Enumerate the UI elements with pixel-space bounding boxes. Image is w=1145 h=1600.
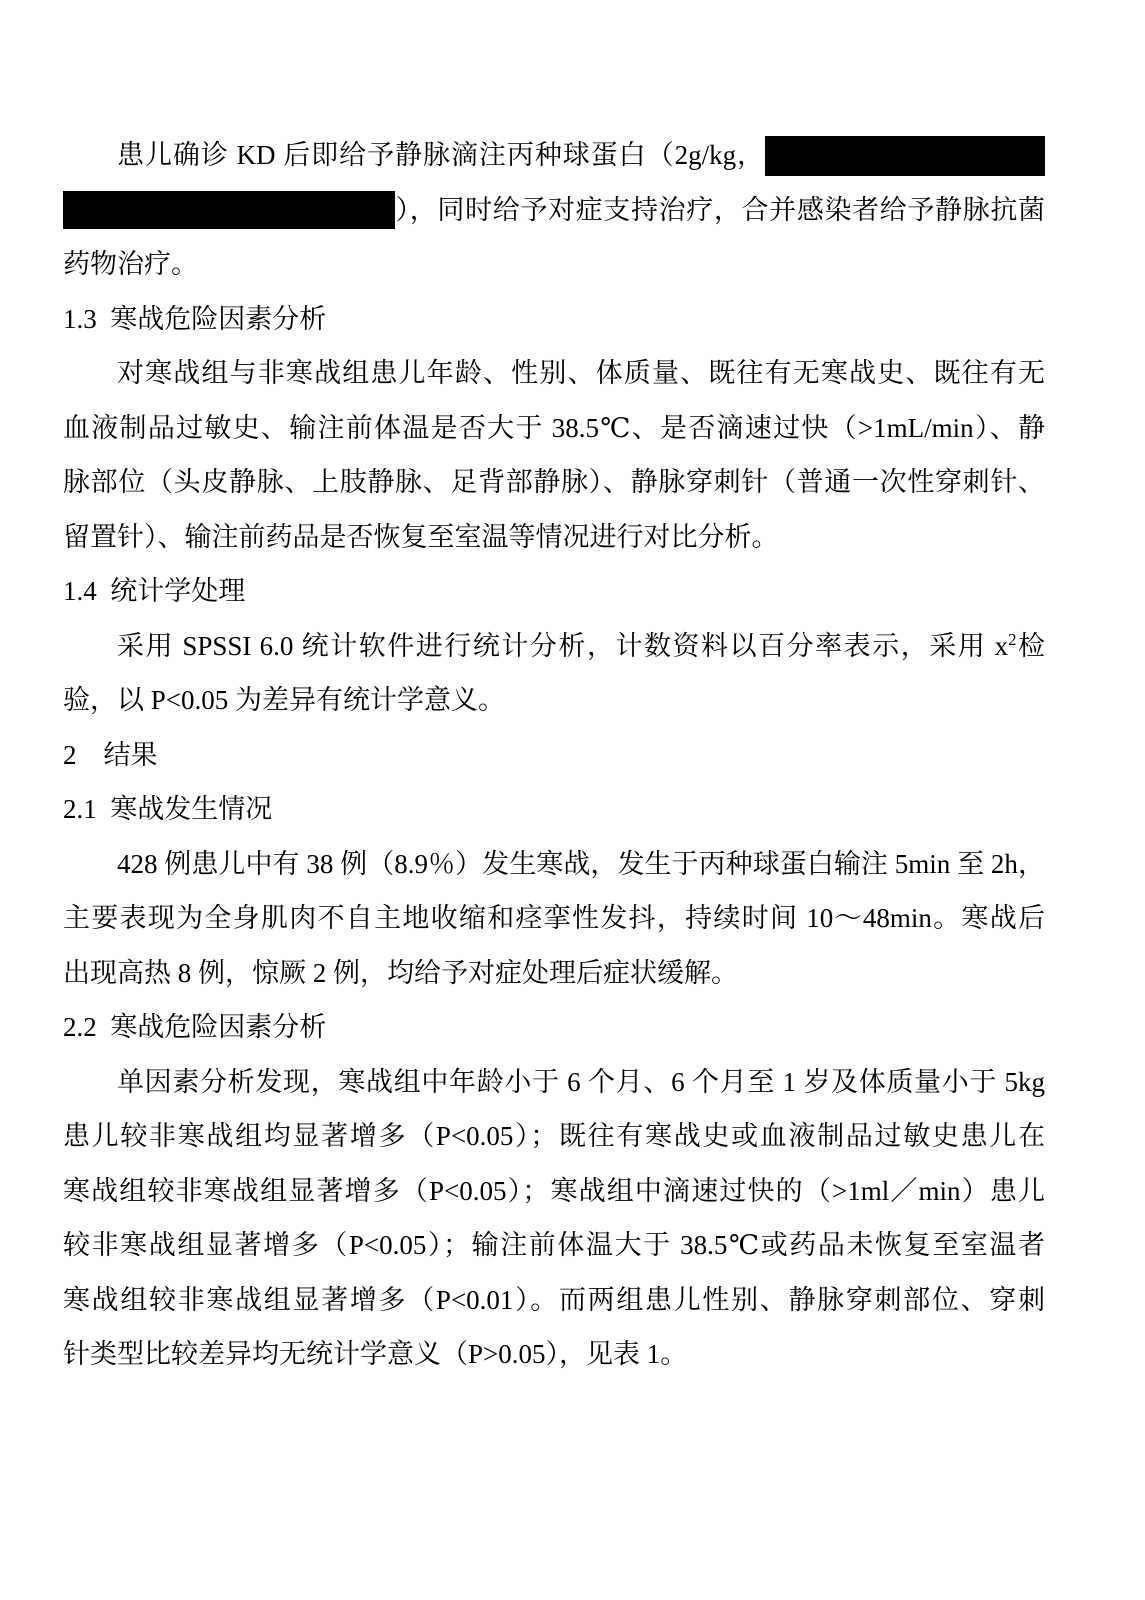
para-occurrence-line3 <box>63 946 1045 1001</box>
para-analysis-line6 <box>63 1327 1045 1382</box>
heading-2-2 <box>63 1000 1045 1055</box>
text-run: 1.4 统计学处理 <box>63 576 246 606</box>
text-run: 428 例患儿中有 38 例（8.9％）发生寒战，发生于丙种球蛋白输注 5min 至 2h， <box>117 848 1045 879</box>
para-treatment-line1 <box>63 128 1045 183</box>
text-run: 出现高热 8 例，惊厥 2 例，均给予对症处理后症状缓解。 <box>63 957 738 988</box>
para-treatment-line3 <box>63 237 1045 292</box>
text-run: ），同时给予对症支持治疗，合并感染者给予静脉抗菌 <box>395 194 1045 225</box>
text-run: 血液制品过敏史、输注前体温是否大于 38.5℃、是否滴速过快（>1mL/min）、静 <box>63 412 1045 443</box>
para-analysis-line3 <box>63 1164 1045 1219</box>
para-analysis-line2 <box>63 1109 1045 1164</box>
para-riskfactor-line2 <box>63 401 1045 456</box>
text-run: 验，以 P<0.05 为差异有统计学意义。 <box>63 685 505 715</box>
text-run: 留置针）、输注前药品是否恢复至室温等情况进行对比分析。 <box>63 521 779 552</box>
heading-2 <box>63 728 1045 783</box>
text-run: 2 结果 <box>63 739 158 770</box>
text-run: 针类型比较差异均无统计学意义（P>0.05），见表 1。 <box>63 1339 688 1369</box>
text-run: 2.1 寒战发生情况 <box>63 794 273 824</box>
text-run: 2.2 寒战危险因素分析 <box>63 1012 327 1042</box>
text-run: 采用 SPSSI 6.0 统计软件进行统计分析，计数资料以百分率表示，采用 x <box>117 630 1009 661</box>
para-analysis-line4 <box>63 1218 1045 1273</box>
redaction-bar <box>765 136 1045 176</box>
superscript-exponent: 2 <box>1008 630 1017 650</box>
para-riskfactor-line3 <box>63 455 1045 510</box>
text-run: 患儿较非寒战组均显著增多（P<0.05）；既往有寒战史或血液制品过敏史患儿在 <box>63 1121 1045 1151</box>
para-riskfactor-line1 <box>63 346 1045 401</box>
para-riskfactor-line4 <box>63 510 1045 565</box>
text-run: 药物治疗。 <box>63 249 198 279</box>
para-analysis-line1 <box>63 1055 1045 1110</box>
heading-1-3 <box>63 292 1045 347</box>
text-run: 患儿确诊 KD 后即给予静脉滴注丙种球蛋白（2g/kg， <box>117 140 765 170</box>
para-occurrence-line2 <box>63 891 1045 946</box>
para-analysis-line5 <box>63 1273 1045 1328</box>
para-treatment-line2 <box>63 183 1045 238</box>
text-run: 单因素分析发现，寒战组中年龄小于 6 个月、6 个月至 1 岁及体质量小于 5kg <box>117 1066 1045 1097</box>
text-run: 检 <box>1016 630 1045 661</box>
para-occurrence-line1 <box>63 837 1045 892</box>
text-run: 脉部位（头皮静脉、上肢静脉、足背部静脉）、静脉穿刺针（普通一次性穿刺针、 <box>63 467 1045 497</box>
para-statistics-line2 <box>63 673 1045 728</box>
heading-1-4 <box>63 564 1045 619</box>
text-run: 主要表现为全身肌肉不自主地收缩和痉挛性发抖，持续时间 10～48min。寒战后 <box>63 903 1045 933</box>
text-run: 1.3 寒战危险因素分析 <box>63 303 327 334</box>
redaction-bar <box>63 191 395 229</box>
heading-2-1 <box>63 782 1045 837</box>
text-run: 寒战组较非寒战组显著增多（P<0.05）；寒战组中滴速过快的（>1ml／min）患儿 <box>63 1175 1045 1206</box>
text-run: 寒战组较非寒战组显著增多（P<0.01）。而两组患儿性别、静脉穿刺部位、穿刺 <box>63 1284 1045 1315</box>
text-run: 较非寒战组显著增多（P<0.05）；输注前体温大于 38.5℃或药品未恢复至室温者 <box>63 1230 1045 1260</box>
text-run: 对寒战组与非寒战组患儿年龄、性别、体质量、既往有无寒战史、既往有无 <box>117 358 1045 388</box>
para-statistics-line1 <box>63 619 1045 674</box>
